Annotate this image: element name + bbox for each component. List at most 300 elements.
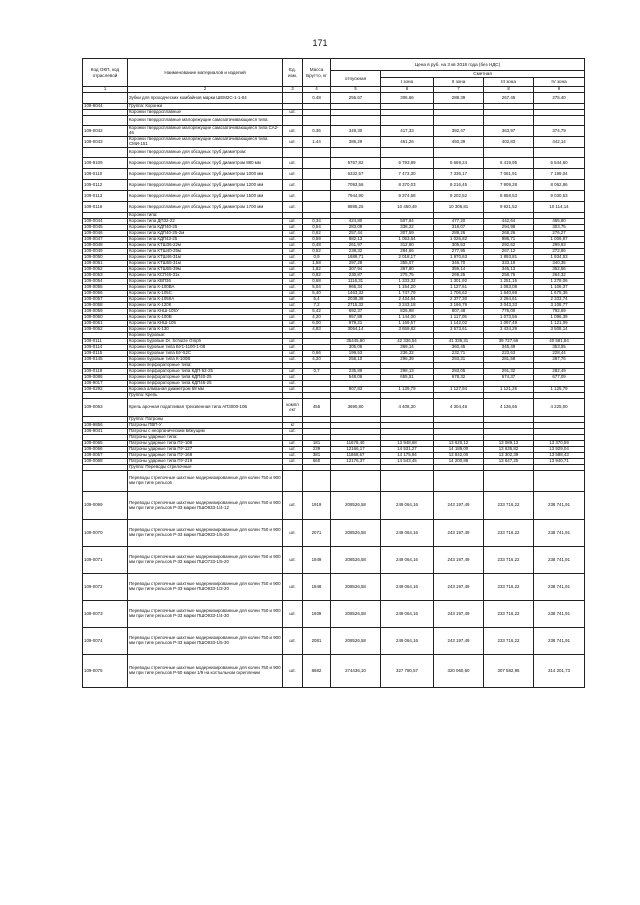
cell-zone3-price: 9 921,52 [484, 202, 534, 213]
table-row [83, 601, 585, 628]
cell-zone3-price: 3 043,33 [484, 303, 534, 309]
cell-unit: шт. [283, 429, 303, 435]
cell-unit: шт. [283, 381, 303, 387]
cell-mass: 0.36 [303, 126, 331, 137]
cell-unit [283, 93, 303, 104]
cell-zone4-price: 9 030,53 [534, 191, 585, 202]
cell-unit: шт. [283, 231, 303, 237]
cell-code: 109-9017 [83, 381, 128, 387]
cell-zone2-price: 360,45 [434, 345, 484, 351]
cell-mass: 0.48 [303, 93, 331, 104]
header-zone3: III зона [484, 78, 534, 87]
cell-zone4-price: 3 108,77 [534, 303, 585, 309]
cell-zone1-price: 1 139,79 [381, 387, 434, 393]
cell-zone2-price [434, 471, 484, 492]
cell-release-price [331, 148, 381, 158]
cell-mass: 5,04 [303, 285, 331, 291]
cell-zone4-price: 282,49 [534, 369, 585, 375]
cell-code: 109-0047 [83, 237, 128, 243]
cell-zone2-price: 4 304,46 [434, 399, 484, 417]
cell-zone4-price: 238 741,91 [534, 601, 585, 628]
cell-zone1-price: 10 450,49 [381, 202, 434, 213]
cell-unit: шт. [283, 547, 303, 574]
cell-zone2-price: 243 197,49 [434, 547, 484, 574]
cell-release-price: 907,83 [331, 387, 381, 393]
cell-unit: шт. [283, 601, 303, 628]
cell-release-price: 257,44 [331, 231, 381, 237]
cell-unit: шт. [283, 520, 303, 547]
cell-release-price: 258,10 [331, 357, 381, 363]
cell-zone1-price: 284,66 [381, 249, 434, 255]
cell-code: 109-0057 [83, 297, 128, 303]
cell-zone2-price: 1 127,61 [434, 285, 484, 291]
cell-release-price: 208526,58 [331, 574, 381, 601]
cell-zone1-price: 1 053,64 [381, 237, 434, 243]
header-zone1: I зона [381, 78, 434, 87]
cell-zone1-price: 367,80 [381, 267, 434, 273]
cell-zone3-price [484, 471, 534, 492]
cell-mass: 0,68 [303, 279, 331, 285]
cell-unit: шт. [283, 285, 303, 291]
cell-zone2-price: 1 127,94 [434, 387, 484, 393]
cell-zone4-price: 272,86 [534, 249, 585, 255]
table-header [83, 59, 585, 93]
cell-zone1-price: 3 243,18 [381, 303, 434, 309]
cell-zone2-price [434, 116, 484, 126]
cell-zone1-price: 826,98 [381, 309, 434, 315]
cell-zone2-price: 10 306,81 [434, 202, 484, 213]
cell-unit: шт. [283, 261, 303, 267]
cell-mass: 0,48 [303, 243, 331, 249]
cell-release-price: 256.67 [331, 93, 381, 104]
cell-name: Патроны ударные типа ПУ-168 [128, 453, 283, 459]
cell-zone3-price: 233 716,22 [484, 574, 534, 601]
cell-unit: шт. [283, 267, 303, 273]
cell-zone4-price: 1 006,97 [534, 237, 585, 243]
cell-zone4-price: 13 940,71 [534, 459, 585, 465]
cell-zone3-price: 307 582,95 [484, 655, 534, 688]
cell-code: 109-0046 [83, 231, 128, 237]
cell-mass: 0,59 [303, 237, 331, 243]
cell-unit: шт. [283, 291, 303, 297]
cell-name: Коронки твердосплавные малорежущие самозатачивающиеся типа СА2-46 [128, 126, 283, 137]
cell-zone1-price: 8 370,03 [381, 180, 434, 191]
cell-code: 109-0060 [83, 315, 128, 321]
cell-unit: шт. [283, 441, 303, 447]
cell-release-price: 692,37 [331, 309, 381, 315]
cell-zone1-price: 307,59 [381, 231, 434, 237]
cell-name: Группа: Патроны [128, 417, 283, 423]
cell-zone4-price: 340,35 [534, 261, 585, 267]
cell-zone4-price: 303,75 [534, 225, 585, 231]
cell-zone3-price: 291,32 [484, 369, 534, 375]
cell-zone3-price: 345,13 [484, 267, 534, 273]
cell-zone3-price: 2 284,61 [484, 297, 534, 303]
cell-zone2-price: 243 197,49 [434, 574, 484, 601]
cell-code: 109-0070 [83, 520, 128, 547]
cell-name: Коронки твердосплавные [128, 110, 283, 116]
cell-name: Переводы стрелочные шахтные модернизированные для колеи 750 и 900 мм при типе рельсов [128, 471, 283, 492]
cell-zone4-price: 238 741,91 [534, 574, 585, 601]
cell-unit: шт. [283, 202, 303, 213]
cell-name: Коронки типа КТШ46-31м [128, 255, 283, 261]
cell-zone4-price: 353,55 [534, 345, 585, 351]
cell-release-price: 7093,56 [331, 180, 381, 191]
cell-zone3-price: 233 716,22 [484, 520, 534, 547]
header-unit: Ед. изм. [283, 59, 303, 87]
cell-mass: 7,2 [303, 303, 331, 309]
cell-name: Коронки типа КТШ40-25м [128, 249, 283, 255]
cell-unit: шт. [283, 110, 303, 116]
cell-unit: шт. [283, 574, 303, 601]
cell-zone2-price: 288.39 [434, 93, 484, 104]
cell-unit: шт. [283, 459, 303, 465]
cell-zone3-price: 986,71 [484, 237, 534, 243]
cell-zone4-price: 238 741,91 [534, 547, 585, 574]
table-row [83, 148, 585, 158]
cell-name: Патроны ударные типа: [128, 435, 283, 441]
column-number: 6 [381, 87, 434, 93]
table-row [83, 93, 585, 104]
cell-zone3-price: 292,62 [484, 243, 534, 249]
cell-name: Коронки твердосплавные для обсадных труб диаметром 1700 мм [128, 202, 283, 213]
column-number: 8 [484, 87, 534, 93]
cell-mass [303, 202, 331, 213]
table-row [83, 191, 585, 202]
cell-zone1-price: 42 336,54 [381, 339, 434, 345]
cell-name: Зубки для проходческих комбайнов марки ШЕМ2С-1-1-04 [128, 93, 283, 104]
cell-zone3-price: 258,76 [484, 273, 534, 279]
cell-zone3-price: 776,00 [484, 309, 534, 315]
header-name: Наименование материалов и изделий [128, 59, 283, 87]
cell-release-price: 274436,10 [331, 655, 381, 688]
cell-zone3-price: 267,12 [484, 249, 534, 255]
cell-zone4-price: 8 062,86 [534, 180, 585, 191]
cell-code [83, 116, 128, 126]
cell-unit: шт. [283, 137, 303, 148]
cell-zone1-price: 655,51 [381, 375, 434, 381]
cell-zone3-price: 7 061,91 [484, 169, 534, 180]
cell-unit: шт. [283, 375, 303, 381]
cell-zone4-price: 4 225,00 [534, 399, 585, 417]
cell-zone3-price: 13 089,13 [484, 441, 534, 447]
cell-zone3-price [484, 148, 534, 158]
cell-name: Коронки перфораторные типа КДП-52-25 [128, 369, 283, 375]
cell-release-price: 208526,58 [331, 628, 381, 655]
cell-unit: шт. [283, 279, 303, 285]
cell-zone4-price: 374,79 [534, 126, 585, 137]
cell-code: 109-0052 [83, 267, 128, 273]
cell-zone3-price: 1 073,56 [484, 315, 534, 321]
cell-code: 109-0145 [83, 357, 128, 363]
cell-code: 109-9856 [83, 423, 128, 429]
cell-zone3-price: 8 858,53 [484, 191, 534, 202]
cell-zone1-price: 1 144,00 [381, 315, 434, 321]
cell-zone3-price: 1 893,81 [484, 255, 534, 261]
cell-release-price: 386,29 [331, 137, 381, 148]
cell-zone1-price: 249 064,16 [381, 547, 434, 574]
cell-name: Коронки перфораторные типа КДП40-25 [128, 375, 283, 381]
cell-zone3-price: 4 136,65 [484, 399, 534, 417]
cell-zone2-price: 14 200,88 [434, 459, 484, 465]
cell-zone2-price: 7 336,17 [434, 169, 484, 180]
cell-zone3-price: 223,63 [484, 351, 534, 357]
cell-code: 109-0065 [83, 441, 128, 447]
cell-zone4-price: 7 199,04 [534, 169, 585, 180]
cell-zone1-price: 14 175,94 [381, 453, 434, 459]
cell-release-price: 208526,58 [331, 492, 381, 520]
cell-zone2-price: 283,05 [434, 369, 484, 375]
cell-zone3-price: 233 716,22 [484, 492, 534, 520]
cell-mass: 5,42 [303, 309, 331, 315]
table-row [83, 116, 585, 126]
cell-zone3-price: 13 635,82 [484, 447, 534, 453]
cell-release-price [331, 116, 381, 126]
cell-zone2-price: 305,53 [434, 243, 484, 249]
cell-code: 109-0116 [83, 202, 128, 213]
cell-zone3-price: 1 640,69 [484, 291, 534, 297]
cell-zone2-price: 14 189,00 [434, 447, 484, 453]
column-number: 9 [534, 87, 585, 93]
cell-name: Коронки типа КСП46-31к [128, 273, 283, 279]
cell-code: 109-0056 [83, 291, 128, 297]
table-row [83, 180, 585, 191]
cell-zone4-price: 40 581,84 [534, 339, 585, 345]
cell-release-price: 6332,57 [331, 169, 381, 180]
cell-code: 109-0049 [83, 249, 128, 255]
cell-release-price: 1116,31 [331, 279, 381, 285]
cell-unit: шт. [283, 303, 303, 309]
column-number: 5 [331, 87, 381, 93]
cell-unit: шт. [283, 297, 303, 303]
cell-zone2-price: 243 197,49 [434, 520, 484, 547]
cell-zone2-price: 2 377,30 [434, 297, 484, 303]
cell-mass: 0,52 [303, 249, 331, 255]
cell-name: Коронки типа КТШ65-39м [128, 267, 283, 273]
cell-mass: 1949 [303, 547, 331, 574]
cell-zone2-price: 346,70 [434, 261, 484, 267]
cell-zone3-price: 1 121,26 [484, 387, 534, 393]
cell-zone3-price [484, 116, 534, 126]
cell-mass [303, 169, 331, 180]
cell-release-price: 307,94 [331, 267, 381, 273]
cell-code: 109-0063 [83, 399, 128, 417]
table-row [83, 471, 585, 492]
cell-mass [303, 191, 331, 202]
cell-zone2-price: 269,25 [434, 273, 484, 279]
cell-mass: 5,4 [303, 297, 331, 303]
cell-code: 109-0044 [83, 219, 128, 225]
cell-code: 109-9041 [83, 429, 128, 435]
cell-zone2-price: 293,31 [434, 357, 484, 363]
cell-zone4-price: 238 741,91 [534, 520, 585, 547]
cell-zone2-price: 289,26 [434, 231, 484, 237]
cell-name: Коронки перфораторные типа КДП46-25 [128, 381, 283, 387]
table-row [83, 492, 585, 520]
cell-release-price: 283,09 [331, 225, 381, 231]
cell-unit: шт. [283, 321, 303, 327]
cell-unit: шт. [283, 357, 303, 363]
cell-release-price: 11678,40 [331, 441, 381, 447]
cell-zone4-price: 264,32 [534, 273, 585, 279]
cell-zone2-price: 450,39 [434, 137, 484, 148]
cell-zone3-price: 363,97 [484, 126, 534, 137]
column-number: 4 [303, 87, 331, 93]
cell-name: Переводы стрелочные шахтные модернизированные для колеи 750 и 900 мм при типе рельсов Р-33 марки ПШО933-1/5-20 [128, 520, 283, 547]
cell-mass: 1848 [303, 574, 331, 601]
cell-unit: шт. [283, 655, 303, 688]
cell-code [83, 148, 128, 158]
cell-zone2-price: 392,47 [434, 126, 484, 137]
cell-code: 109-0045 [83, 225, 128, 231]
cell-code: 109-0067 [83, 453, 128, 459]
cell-release-price: 297,28 [331, 261, 381, 267]
cell-name: Коронки типа КДП40-25 [128, 225, 283, 231]
cell-release-price: 238,32 [331, 249, 381, 255]
cell-zone2-price: 1 026,82 [434, 237, 484, 243]
cell-zone2-price: 1 142,02 [434, 321, 484, 327]
cell-zone2-price: 277,95 [434, 249, 484, 255]
cell-zone2-price: 41 339,31 [434, 339, 484, 345]
cell-mass [303, 148, 331, 158]
cell-zone4-price: 677,09 [534, 375, 585, 381]
header-release: отпускная [331, 71, 381, 87]
cell-unit: шт. [283, 447, 303, 453]
header-code: Код ОКП, код отраслевой [83, 59, 128, 87]
cell-unit: шт. [283, 237, 303, 243]
cell-name: Переводы стрелочные шахтные модернизированные для колеи 750 и 900 мм при типе рельсов Р-33 марки ПШО933-1/4-30 [128, 601, 283, 628]
cell-zone2-price: 232,71 [434, 351, 484, 357]
cell-unit: шт. [283, 158, 303, 169]
cell-unit: компл ект [283, 399, 303, 417]
cell-zone2-price: 9 202,52 [434, 191, 484, 202]
cell-zone1-price [381, 148, 434, 158]
cell-release-price: 261,97 [331, 243, 381, 249]
table-row [83, 520, 585, 547]
cell-zone4-price: 792,69 [534, 309, 585, 315]
cell-release-price: 7944,90 [331, 191, 381, 202]
page-number: 171 [312, 38, 328, 48]
table-row [83, 547, 585, 574]
cell-name: Переводы стрелочные шахтные модернизированные для колеи 750 и 900 мм при типе рельсов Р-33 марки ПШО933-1/4-12 [128, 492, 283, 520]
cell-unit: шт. [283, 219, 303, 225]
cell-code: 109-9109 [83, 158, 128, 169]
cell-release-price: 208526,58 [331, 601, 381, 628]
cell-zone1-price: 1 333,32 [381, 279, 434, 285]
cell-release-price: 349,30 [331, 126, 381, 137]
cell-zone2-price: 1 706,62 [434, 291, 484, 297]
cell-mass [303, 116, 331, 126]
cell-zone2-price: 320 060,60 [434, 655, 484, 688]
cell-name: Патроны ПВП-У [128, 423, 283, 429]
cell-name: Коронки твердосплавные для обсадных труб диаметром 1200 мм [128, 180, 283, 191]
cell-zone2-price: 1 970,63 [434, 255, 484, 261]
cell-name: Патроны ударные типа ПУ-108 [128, 441, 283, 447]
cell-zone1-price: 6 793,89 [381, 158, 434, 169]
table-row [83, 169, 585, 180]
cell-code: 109-0062 [83, 327, 128, 333]
cell-mass [303, 180, 331, 191]
cell-zone3-price: 268,26 [484, 231, 534, 237]
cell-zone4-price: 13 929,04 [534, 447, 585, 453]
cell-release-price: 8895,25 [331, 202, 381, 213]
cell-unit: шт. [283, 243, 303, 249]
cell-mass [303, 471, 331, 492]
cell-zone4-price: 442,14 [534, 137, 585, 148]
cell-code: 109-0055 [83, 285, 128, 291]
cell-mass: 1.44 [303, 137, 331, 148]
cell-zone2-price: 807,48 [434, 309, 484, 315]
cell-zone2-price: 1 117,05 [434, 315, 484, 321]
cell-zone1-price: 369,14 [381, 345, 434, 351]
cell-release-price: 882,13 [331, 237, 381, 243]
cell-name: Группа: Переводы стрелочные [128, 465, 283, 471]
cell-mass: 0,54 [303, 225, 331, 231]
cell-unit: шт. [283, 180, 303, 191]
cell-zone4-price: 1 096,38 [534, 315, 585, 321]
cell-release-price: 35445,80 [331, 339, 381, 345]
cell-name: Коронки твердосплавные малорежущие самозатачивающиеся типа [128, 116, 283, 126]
cell-zone3-price: 39 727,66 [484, 339, 534, 345]
cell-release-price: 12166,17 [331, 447, 381, 453]
cell-name: Группа: Крепь [128, 393, 283, 399]
cell-zone3-price: 333,19 [484, 261, 534, 267]
cell-zone4-price: 299,93 [534, 243, 585, 249]
cell-name: Коронки твердосплавные для обсадных труб диаметром 1000 мм [128, 169, 283, 180]
cell-zone4-price: 1 675,35 [534, 291, 585, 297]
table-row [83, 399, 585, 417]
cell-zone3-price: 442,64 [484, 219, 534, 225]
cell-mass: 1939 [303, 601, 331, 628]
cell-name: Коронки буровые типа К-100В [128, 357, 283, 363]
cell-release-price: 230,87 [331, 273, 381, 279]
cell-name: Коронки буровые типа БУ-52С [128, 351, 283, 357]
cell-unit: шт. [283, 255, 303, 261]
cell-zone1-price: 2 434,64 [381, 297, 434, 303]
cell-code: 109-0292 [83, 387, 128, 393]
cell-zone2-price: 3 573,61 [434, 327, 484, 333]
cell-zone2-price: 243 197,49 [434, 628, 484, 655]
cell-unit: шт. [283, 273, 303, 279]
cell-zone1-price: 327 780,57 [381, 655, 434, 688]
cell-code [83, 471, 128, 492]
cell-zone4-price: 238 741,91 [534, 628, 585, 655]
cell-zone4-price: 13 370,59 [534, 441, 585, 447]
cell-zone4-price: 1 125,79 [534, 387, 585, 393]
cell-zone1-price [381, 471, 434, 492]
cell-zone4-price: 238 741,91 [534, 492, 585, 520]
cell-name: Крепь арочная податливая трехзвенная типа АП3000-10Б [128, 399, 283, 417]
cell-unit: шт. [283, 126, 303, 137]
cell-code: 109-0072 [83, 574, 128, 601]
cell-mass: 239 [303, 447, 331, 453]
cell-code: 109-0061 [83, 321, 128, 327]
cell-zone3-price: 1 083,08 [484, 285, 534, 291]
cell-zone4-price [534, 116, 585, 126]
cell-release-price: 11868,67 [331, 453, 381, 459]
cell-code: 109-0073 [83, 601, 128, 628]
cell-name: Переводы стрелочные шахтные модернизированные для колеи 750 и 900 мм при типе рельсов Р-33 марки ПШО933-1/5-30 [128, 628, 283, 655]
cell-mass: 1,58 [303, 261, 331, 267]
cell-name: Коронки типа ДП32-22 [128, 219, 283, 225]
cell-mass: 2081 [303, 628, 331, 655]
cell-mass: 0,7 [303, 369, 331, 375]
cell-code: 109-0043 [83, 137, 128, 148]
cell-zone4-price: 314 201,73 [534, 655, 585, 688]
cell-zone1-price: 3 659,82 [381, 327, 434, 333]
cell-unit: шт. [283, 628, 303, 655]
cell-zone1-price: 298,13 [381, 369, 434, 375]
